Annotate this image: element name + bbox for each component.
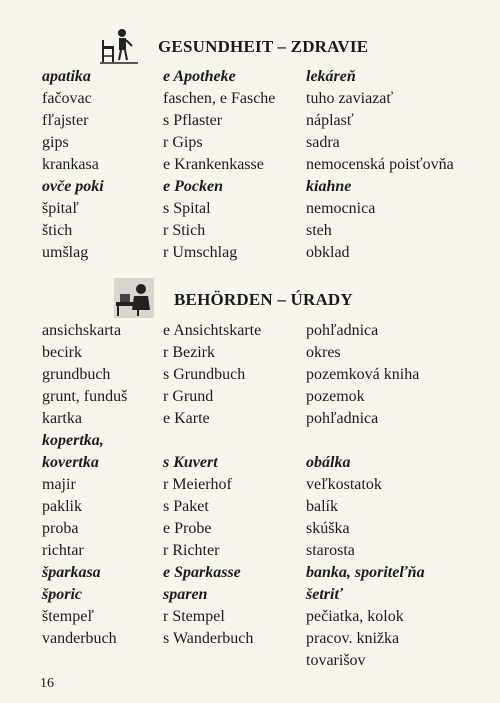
vocab-row bbox=[42, 452, 486, 474]
vocab-row bbox=[42, 430, 486, 452]
slovak-term: nemocenská poisťovňa bbox=[306, 156, 454, 173]
dialect-term: majir bbox=[42, 476, 76, 493]
slovak-term: nemocnica bbox=[306, 200, 376, 217]
german-term: e Probe bbox=[163, 520, 212, 537]
vocab-row bbox=[42, 562, 486, 584]
vocab-row bbox=[42, 242, 486, 264]
dialect-term: ansichskarta bbox=[42, 322, 122, 339]
vocab-row bbox=[42, 496, 486, 518]
vocab-row bbox=[42, 386, 486, 408]
german-term: s Grundbuch bbox=[163, 366, 246, 383]
slovak-term: lekáreň bbox=[306, 68, 356, 85]
slovak-term: sadra bbox=[306, 134, 340, 151]
dialect-term: šparkasa bbox=[42, 564, 101, 581]
section-header-health bbox=[0, 26, 500, 68]
german-term: r Stich bbox=[163, 222, 206, 239]
vocab-row bbox=[42, 88, 486, 110]
vocab-row bbox=[42, 650, 486, 672]
vocab-row bbox=[42, 132, 486, 154]
dialect-term: grunt, funduš bbox=[42, 388, 128, 405]
german-term: r Meierhof bbox=[163, 476, 232, 493]
vocab-row bbox=[42, 606, 486, 628]
slovak-term: tovarišov bbox=[306, 652, 366, 669]
dialect-term: krankasa bbox=[42, 156, 99, 173]
dialect-term: apatika bbox=[42, 68, 91, 85]
dialect-term: kovertka bbox=[42, 454, 99, 471]
slovak-term: steh bbox=[306, 222, 332, 239]
dialect-term: štich bbox=[42, 222, 73, 239]
section-header-offices bbox=[0, 278, 500, 320]
vocab-row bbox=[42, 342, 486, 364]
dialect-term: špitaľ bbox=[42, 200, 79, 217]
slovak-term: pozemok bbox=[306, 388, 365, 405]
slovak-term: balík bbox=[306, 498, 338, 515]
dialect-term: vanderbuch bbox=[42, 630, 117, 647]
dialect-term: grundbuch bbox=[42, 366, 111, 383]
german-term: r Umschlag bbox=[163, 244, 238, 261]
slovak-term: pohľadnica bbox=[306, 322, 379, 339]
slovak-term: skúška bbox=[306, 520, 350, 537]
german-term: r Stempel bbox=[163, 608, 225, 625]
german-term: r Richter bbox=[163, 542, 220, 559]
vocab-row bbox=[42, 176, 486, 198]
vocab-row bbox=[42, 198, 486, 220]
vocab-row bbox=[42, 474, 486, 496]
vocab-row bbox=[42, 364, 486, 386]
german-term: e Sparkasse bbox=[163, 564, 241, 581]
section-title: BEHÖRDEN – ÚRADY bbox=[174, 290, 353, 309]
german-term: s Wanderbuch bbox=[163, 630, 254, 647]
slovak-term: pečiatka, kolok bbox=[306, 608, 404, 625]
german-term bbox=[163, 430, 306, 452]
dialect-term bbox=[42, 650, 163, 672]
page-number: 16 bbox=[40, 676, 54, 691]
doctor-patient-icon bbox=[100, 26, 140, 66]
vocab-row bbox=[42, 408, 486, 430]
vocab-row bbox=[42, 66, 486, 88]
vocab-row bbox=[42, 628, 486, 650]
german-term: e Krankenkasse bbox=[163, 156, 264, 173]
german-term: s Paket bbox=[163, 498, 209, 515]
dialect-term: paklik bbox=[42, 498, 82, 515]
vocab-row bbox=[42, 220, 486, 242]
vocab-row bbox=[42, 320, 486, 342]
slovak-term: starosta bbox=[306, 542, 355, 559]
vocab-table-offices bbox=[42, 320, 486, 672]
slovak-term bbox=[306, 430, 486, 452]
german-term: e Pocken bbox=[163, 178, 223, 195]
slovak-term: obálka bbox=[306, 454, 351, 471]
dialect-term: kopertka, bbox=[42, 432, 104, 449]
german-term: s Spital bbox=[163, 200, 211, 217]
slovak-term: pohľadnica bbox=[306, 410, 379, 427]
slovak-term: pozemková kniha bbox=[306, 366, 420, 383]
german-term: faschen, e Fasche bbox=[163, 90, 276, 107]
dialect-term: becirk bbox=[42, 344, 82, 361]
slovak-term: banka, sporiteľňa bbox=[306, 564, 425, 581]
slovak-term: šetriť bbox=[306, 586, 343, 603]
slovak-term: obklad bbox=[306, 244, 350, 261]
slovak-term: okres bbox=[306, 344, 341, 361]
german-term: e Ansichtskarte bbox=[163, 322, 262, 339]
dialect-term: ovče poki bbox=[42, 178, 104, 195]
dialect-term: umšlag bbox=[42, 244, 89, 261]
dialect-term: kartka bbox=[42, 410, 82, 427]
slovak-term: pracov. knižka bbox=[306, 630, 400, 647]
vocab-row bbox=[42, 584, 486, 606]
vocab-row bbox=[42, 154, 486, 176]
vocab-table-health bbox=[42, 66, 486, 264]
slovak-term: kiahne bbox=[306, 178, 352, 195]
vocab-row bbox=[42, 518, 486, 540]
german-term: sparen bbox=[163, 586, 208, 603]
dialect-term: gips bbox=[42, 134, 69, 151]
german-term: r Gips bbox=[163, 134, 203, 151]
dialect-term: fačovac bbox=[42, 90, 92, 107]
german-term: r Bezirk bbox=[163, 344, 215, 361]
vocab-row bbox=[42, 540, 486, 562]
vocab-row bbox=[42, 110, 486, 132]
german-term: r Grund bbox=[163, 388, 214, 405]
german-term: s Kuvert bbox=[163, 454, 218, 471]
german-term bbox=[163, 650, 306, 672]
german-term: e Karte bbox=[163, 410, 210, 427]
german-term: e Apotheke bbox=[163, 68, 236, 85]
dialect-term: šporic bbox=[42, 586, 82, 603]
dialect-term: richtar bbox=[42, 542, 84, 559]
dialect-term: proba bbox=[42, 520, 79, 537]
slovak-term: tuho zaviazať bbox=[306, 90, 394, 107]
section-title: GESUNDHEIT – ZDRAVIE bbox=[158, 37, 369, 56]
dialect-term: fľajster bbox=[42, 112, 89, 129]
clerk-at-desk-icon bbox=[114, 278, 154, 318]
slovak-term: náplasť bbox=[306, 112, 354, 129]
dialect-term: štempeľ bbox=[42, 608, 94, 625]
german-term: s Pflaster bbox=[163, 112, 223, 129]
slovak-term: veľkostatok bbox=[306, 476, 382, 493]
